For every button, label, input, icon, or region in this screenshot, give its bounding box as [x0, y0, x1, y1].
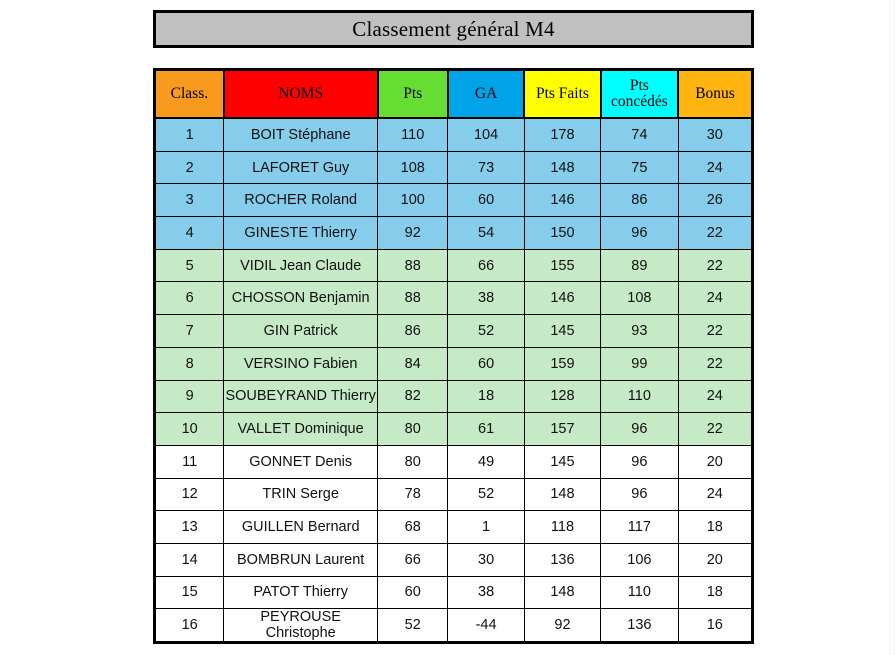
cell-points-scored: 145 [524, 445, 600, 478]
cell-ga: 60 [448, 347, 524, 380]
cell-points-conceded: 136 [601, 609, 678, 643]
cell-name: GONNET Denis [224, 445, 378, 478]
cell-ga: 60 [448, 184, 524, 217]
cell-bonus: 22 [678, 217, 752, 250]
cell-name: BOIT Stéphane [224, 118, 378, 151]
cell-rank: 14 [155, 543, 224, 576]
cell-points-conceded: 110 [601, 380, 678, 413]
cell-ga: 1 [448, 511, 524, 544]
cell-name: LAFORET Guy [224, 151, 378, 184]
cell-bonus: 22 [678, 249, 752, 282]
table-body [155, 118, 753, 643]
cell-bonus: 20 [678, 445, 752, 478]
cell-name: PATOT Thierry [224, 576, 378, 609]
cell-points-scored: 118 [524, 511, 600, 544]
cell-points: 88 [378, 282, 448, 315]
cell-points: 86 [378, 315, 448, 348]
cell-rank: 16 [155, 609, 224, 643]
column-header-points-conceded[interactable] [601, 70, 678, 119]
cell-name: PEYROUSE Christophe [224, 609, 378, 643]
cell-bonus: 22 [678, 413, 752, 446]
cell-rank: 7 [155, 315, 224, 348]
cell-name: VIDIL Jean Claude [224, 249, 378, 282]
cell-rank: 4 [155, 217, 224, 250]
cell-points: 60 [378, 576, 448, 609]
cell-name: CHOSSON Benjamin [224, 282, 378, 315]
cell-points-scored: 145 [524, 315, 600, 348]
column-header-bonus[interactable]: Bonus [678, 70, 752, 119]
cell-rank: 11 [155, 445, 224, 478]
cell-points-scored: 178 [524, 118, 600, 151]
cell-points-scored: 136 [524, 543, 600, 576]
cell-points-conceded: 108 [601, 282, 678, 315]
cell-rank: 3 [155, 184, 224, 217]
column-header-ga[interactable]: GA [448, 70, 524, 119]
cell-bonus: 24 [678, 282, 752, 315]
cell-points-conceded: 106 [601, 543, 678, 576]
column-header-rank[interactable]: Class. [155, 70, 224, 119]
cell-name: GINESTE Thierry [224, 217, 378, 250]
cell-points: 82 [378, 380, 448, 413]
cell-points-scored: 148 [524, 478, 600, 511]
cell-ga: 49 [448, 445, 524, 478]
general-ranking-table [153, 68, 754, 644]
cell-ga: 38 [448, 282, 524, 315]
cell-rank: 1 [155, 118, 224, 151]
cell-points-conceded: 75 [601, 151, 678, 184]
table-row [155, 315, 753, 348]
table-row [155, 118, 753, 151]
cell-ga: 52 [448, 478, 524, 511]
cell-points-conceded: 74 [601, 118, 678, 151]
cell-ga: 54 [448, 217, 524, 250]
cell-ga: 61 [448, 413, 524, 446]
cell-rank: 8 [155, 347, 224, 380]
cell-points: 108 [378, 151, 448, 184]
column-header-names[interactable]: NOMS [224, 70, 378, 119]
cell-points-scored: 128 [524, 380, 600, 413]
cell-name: SOUBEYRAND Thierry [224, 380, 378, 413]
column-header-points-scored[interactable]: Pts Faits [524, 70, 600, 119]
cell-points: 68 [378, 511, 448, 544]
table-row [155, 576, 753, 609]
cell-bonus: 22 [678, 315, 752, 348]
cell-rank: 10 [155, 413, 224, 446]
cell-points-scored: 148 [524, 151, 600, 184]
cell-bonus: 26 [678, 184, 752, 217]
page-title: Classement général M4 [352, 16, 555, 41]
table-row [155, 282, 753, 315]
cell-points-conceded: 99 [601, 347, 678, 380]
cell-points: 88 [378, 249, 448, 282]
cell-points-scored: 150 [524, 217, 600, 250]
table-header-row [155, 70, 753, 119]
table-row [155, 217, 753, 250]
cell-bonus: 22 [678, 347, 752, 380]
cell-points: 78 [378, 478, 448, 511]
cell-points-scored: 148 [524, 576, 600, 609]
table-row [155, 151, 753, 184]
cell-points-scored: 146 [524, 282, 600, 315]
cell-bonus: 18 [678, 576, 752, 609]
cell-points: 92 [378, 217, 448, 250]
cell-name: VERSINO Fabien [224, 347, 378, 380]
ranking-page [153, 10, 754, 644]
scrollbar-gutter[interactable] [889, 0, 896, 655]
cell-ga: 38 [448, 576, 524, 609]
cell-points: 80 [378, 413, 448, 446]
cell-rank: 6 [155, 282, 224, 315]
column-header-points[interactable]: Pts [378, 70, 448, 119]
cell-rank: 12 [155, 478, 224, 511]
column-header-points-conceded-line1: Pts [629, 76, 649, 94]
column-header-points-conceded-line2: concédés [610, 93, 668, 110]
header-row [155, 70, 753, 119]
cell-points-scored: 159 [524, 347, 600, 380]
table-row [155, 543, 753, 576]
cell-bonus: 24 [678, 380, 752, 413]
cell-points: 100 [378, 184, 448, 217]
cell-ga: 104 [448, 118, 524, 151]
table-row [155, 445, 753, 478]
cell-ga: 52 [448, 315, 524, 348]
cell-name: TRIN Serge [224, 478, 378, 511]
cell-points-conceded: 96 [601, 445, 678, 478]
cell-points-scored: 157 [524, 413, 600, 446]
cell-points-conceded: 86 [601, 184, 678, 217]
cell-name: ROCHER Roland [224, 184, 378, 217]
table-row [155, 380, 753, 413]
cell-ga: -44 [448, 609, 524, 643]
table-row [155, 249, 753, 282]
table-row [155, 184, 753, 217]
cell-points: 52 [378, 609, 448, 643]
cell-points-conceded: 93 [601, 315, 678, 348]
cell-bonus: 24 [678, 478, 752, 511]
cell-ga: 73 [448, 151, 524, 184]
cell-points-conceded: 89 [601, 249, 678, 282]
cell-bonus: 16 [678, 609, 752, 643]
cell-points: 80 [378, 445, 448, 478]
cell-points-conceded: 117 [601, 511, 678, 544]
cell-rank: 15 [155, 576, 224, 609]
cell-points-conceded: 96 [601, 217, 678, 250]
cell-points: 110 [378, 118, 448, 151]
cell-points: 66 [378, 543, 448, 576]
cell-rank: 2 [155, 151, 224, 184]
cell-name: VALLET Dominique [224, 413, 378, 446]
table-row [155, 511, 753, 544]
table-row [155, 413, 753, 446]
cell-bonus: 18 [678, 511, 752, 544]
cell-points-conceded: 110 [601, 576, 678, 609]
cell-rank: 5 [155, 249, 224, 282]
cell-ga: 66 [448, 249, 524, 282]
cell-points: 84 [378, 347, 448, 380]
cell-bonus: 30 [678, 118, 752, 151]
cell-points-conceded: 96 [601, 478, 678, 511]
cell-name: GIN Patrick [224, 315, 378, 348]
cell-bonus: 20 [678, 543, 752, 576]
table-row [155, 347, 753, 380]
cell-rank: 9 [155, 380, 224, 413]
cell-ga: 30 [448, 543, 524, 576]
table-row [155, 478, 753, 511]
cell-points-scored: 146 [524, 184, 600, 217]
cell-points-conceded: 96 [601, 413, 678, 446]
table-row [155, 609, 753, 643]
cell-name: BOMBRUN Laurent [224, 543, 378, 576]
cell-points-scored: 92 [524, 609, 600, 643]
cell-points-scored: 155 [524, 249, 600, 282]
cell-bonus: 24 [678, 151, 752, 184]
title-banner [153, 10, 754, 48]
cell-ga: 18 [448, 380, 524, 413]
cell-name: GUILLEN Bernard [224, 511, 378, 544]
cell-rank: 13 [155, 511, 224, 544]
